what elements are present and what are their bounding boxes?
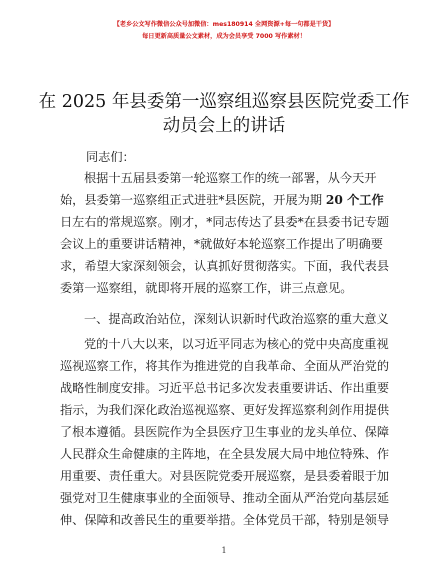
para1-line5: 求，希望大家深刻领会，认真抓好贯彻落实。下面，我代表县: [60, 259, 390, 273]
para1-bold-duration: 20 个工作: [325, 193, 384, 207]
section-heading-1: 一、提高政治站位，深刻认识新时代政治巡察的重大意义: [84, 312, 389, 326]
para1-line1: 根据十五届县委第一轮巡察工作的统一部署，从今天开: [84, 171, 377, 185]
para2-line2: 巡视巡察工作，将其作为推进党的自我革命、全面从严治党的: [60, 359, 390, 373]
para2-line1: 党的十八大以来，以习近平同志为核心的党中央高度重视: [84, 337, 389, 351]
para1-line4: 会议上的重要讲话精神，*就做好本轮巡察工作提出了明确要: [60, 237, 383, 251]
para1-line3: 日左右的常规巡察。刚才，*同志传达了县委*在县委书记专题: [60, 215, 390, 229]
greeting: 同志们：: [86, 150, 135, 164]
para2-line6: 人民群众生命健康的主阵地，在全县发展大局中地位特殊、作: [60, 447, 390, 461]
para2-line5: 了根本遵循。县医院作为全县医疗卫生事业的龙头单位、保障: [60, 425, 390, 439]
para1-line6: 委第一巡察组，就即将开展的巡察工作，讲三点意见。: [60, 281, 353, 295]
para1-line2: [60, 189, 396, 211]
para2-line7: 用重要、责任重大。对县医院党委开展巡察，是县委着眼于加: [60, 469, 390, 483]
page-number: 1: [221, 546, 227, 555]
document-title-line2: 动员会上的讲话: [162, 116, 286, 136]
promo-banner-line2: 每日更新高质量公文素材，成为会员享受 7000 写作素材！: [142, 33, 306, 40]
para2-line8: 强党对卫生健康事业的全面领导、推动全面从严治党向基层延: [60, 491, 390, 505]
document-title-line1: 在 2025 年县委第一巡察组巡察县医院党委工作: [38, 92, 410, 112]
para2-line3: 战略性制度安排。习近平总书记多次发表重要讲话、作出重要: [60, 381, 390, 395]
para1-line2-text: 始，县委第一巡察组正式进驻*县医院，开展为期: [60, 193, 326, 207]
para2-line9: 伸、保障和改善民生的重要举措。全体党员干部，特别是领导: [60, 513, 390, 527]
para2-line4: 指示，为我们深化政治巡视巡察、更好发挥巡察利剑作用提供: [60, 403, 390, 417]
promo-banner-line1: 【老乡公文写作微信公众号加微信：mes180914 全网资源+每一句都是干货】: [113, 21, 335, 28]
